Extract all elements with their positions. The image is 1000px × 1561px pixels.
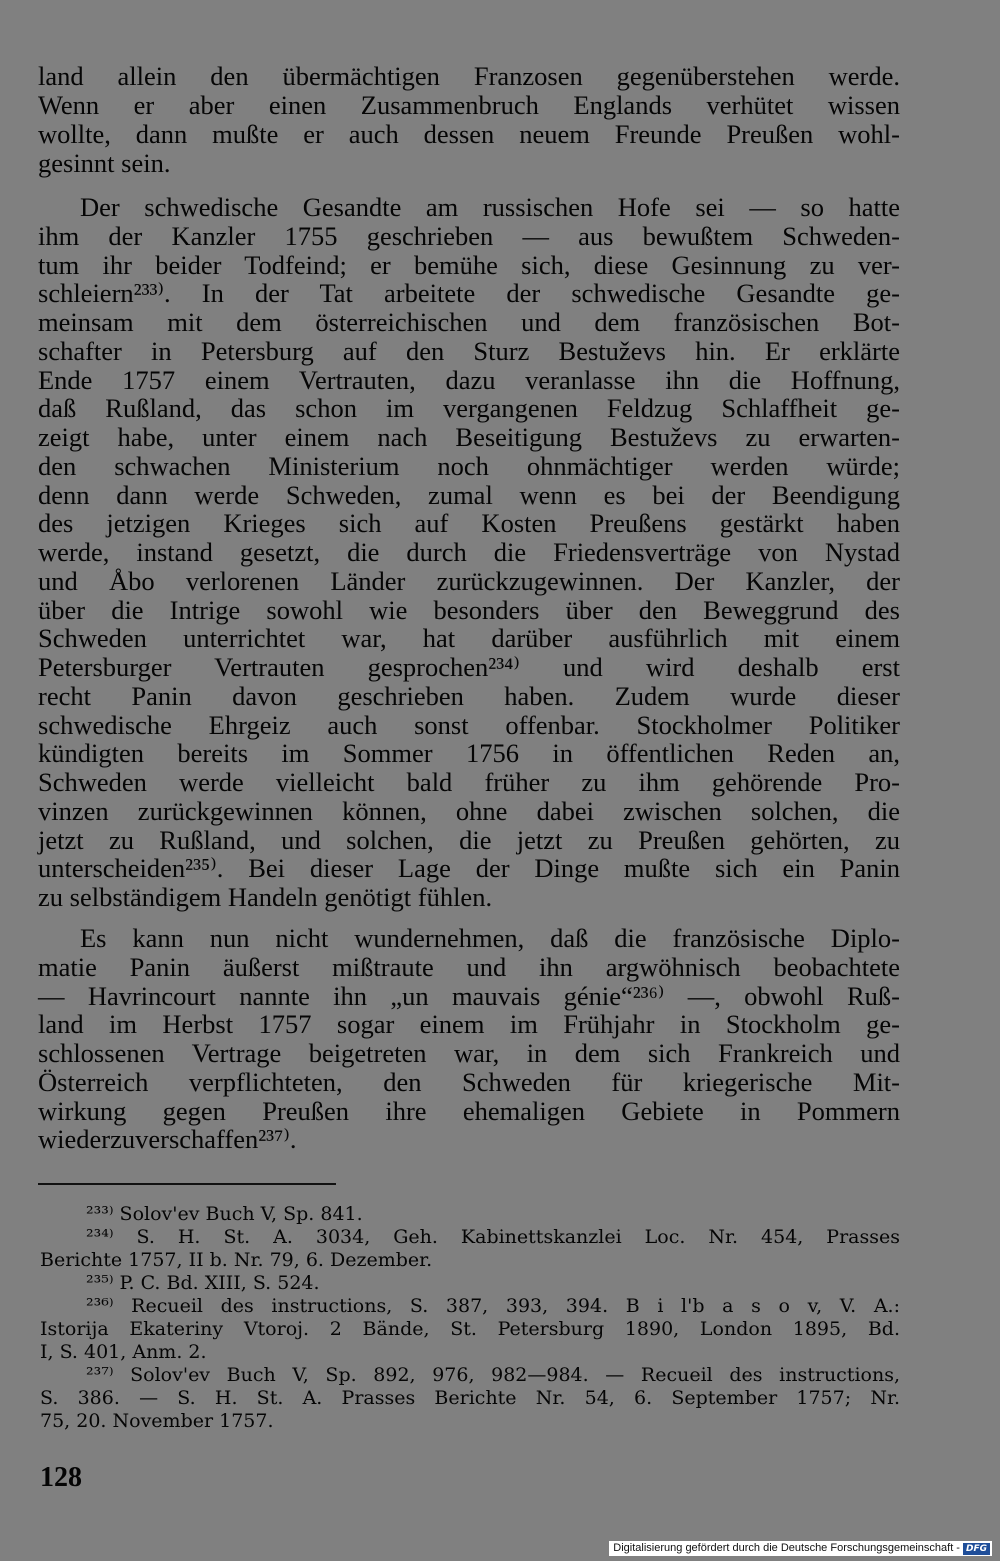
body-line: schlossenen Vertrage beigetreten war, in dem sich Frankreich und: [38, 1038, 900, 1068]
body-line: wirkung gegen Preußen ihre ehemaligen Gebiete in Pommern: [38, 1096, 900, 1126]
body-line: land allein den übermächtigen Franzosen gegenüberstehen werde.: [38, 61, 900, 91]
body-line: Schweden unterrichtet war, hat darüber ausführlich mit einem: [38, 623, 900, 653]
body-line: werde, instand gesetzt, die durch die Friedensverträge von Nystad: [38, 537, 900, 567]
body-line: Der schwedische Gesandte am russischen Hofe sei — so hatte: [80, 192, 900, 222]
footnote-line: ²³⁴⁾ S. H. St. A. 3034, Geh. Kabinettskanzlei Loc. Nr. 454, Prasses: [86, 1226, 900, 1248]
body-line: des jetzigen Krieges sich auf Kosten Preußens gestärkt haben: [38, 508, 900, 538]
footnote-line: I, S. 401, Anm. 2.: [40, 1341, 207, 1363]
body-line: daß Rußland, das schon im vergangenen Feldzug Schlaffheit ge-: [38, 393, 900, 423]
footnote-line: ²³⁵⁾ P. C. Bd. XIII, S. 524.: [86, 1272, 320, 1294]
dfg-logo-icon: DFG: [963, 1543, 990, 1555]
body-line: meinsam mit dem österreichischen und dem französischen Bot-: [38, 307, 900, 337]
body-line: den schwachen Ministerium noch ohnmächtiger werden würde;: [38, 451, 900, 481]
footnote-line: 75, 20. November 1757.: [40, 1410, 274, 1432]
body-line: unterscheiden²³⁵⁾. Bei dieser Lage der Dinge mußte sich ein Panin: [38, 853, 900, 883]
digitization-credit: [609, 1541, 992, 1556]
body-line: land im Herbst 1757 sogar einem im Frühjahr in Stockholm ge-: [38, 1009, 900, 1039]
body-line: tum ihr beider Todfeind; er bemühe sich, diese Gesinnung zu ver-: [38, 250, 900, 280]
footnote-separator: [38, 1183, 336, 1185]
footnote-line: Istorija Ekateriny Vtoroj. 2 Bände, St. Petersburg 1890, London 1895, Bd.: [40, 1318, 900, 1340]
footnote-line: ²³⁷⁾ Solov'ev Buch V, Sp. 892, 976, 982—984. — Recueil des instructions,: [86, 1364, 900, 1386]
body-line: zu selbständigem Handeln genötigt fühlen.: [38, 882, 493, 912]
page-number: 128: [40, 1462, 82, 1493]
body-line: matie Panin äußerst mißtraute und ihn argwöhnisch beobachtete: [38, 952, 900, 982]
body-line: wiederzuverschaffen²³⁷⁾.: [38, 1124, 297, 1154]
body-line: Schweden werde vielleicht bald früher zu ihm gehörende Pro-: [38, 767, 900, 797]
body-line: kündigten bereits im Sommer 1756 in öffentlichen Reden an,: [38, 738, 900, 768]
body-line: über die Intrige sowohl wie besonders über den Beweggrund des: [38, 595, 900, 625]
body-line: gesinnt sein.: [38, 148, 171, 178]
body-line: wollte, dann mußte er auch dessen neuem Freunde Preußen wohl-: [38, 119, 900, 149]
body-line: ihm der Kanzler 1755 geschrieben — aus bewußtem Schweden-: [38, 221, 900, 251]
body-line: Petersburger Vertrauten gesprochen²³⁴⁾ und wird deshalb erst: [38, 652, 900, 682]
body-line: Ende 1757 einem Vertrauten, dazu veranlasse ihn die Hoffnung,: [38, 365, 900, 395]
body-line: zeigt habe, unter einem nach Beseitigung Bestuževs zu erwarten-: [38, 422, 900, 452]
footnote-line: Berichte 1757, II b. Nr. 79, 6. Dezember.: [40, 1249, 433, 1271]
footnote-line: ²³³⁾ Solov'ev Buch V, Sp. 841.: [86, 1203, 363, 1225]
body-line: Österreich verpflichteten, den Schweden für kriegerische Mit-: [38, 1067, 900, 1097]
footnote-line: S. 386. — S. H. St. A. Prasses Berichte Nr. 54, 6. September 1757; Nr.: [40, 1387, 900, 1409]
footnote-line: ²³⁶⁾ Recueil des instructions, S. 387, 393, 394. B i l'b a s o v, V. A.:: [86, 1295, 900, 1317]
body-line: recht Panin davon geschrieben haben. Zudem wurde dieser: [38, 681, 900, 711]
body-line: vinzen zurückgewinnen können, ohne dabei zwischen solchen, die: [38, 796, 900, 826]
body-line: schafter in Petersburg auf den Sturz Bestuževs hin. Er erklärte: [38, 336, 900, 366]
credit-text: Digitalisierung gefördert durch die Deutsche Forschungsgemeinschaft -: [613, 1542, 960, 1554]
body-line: schwedische Ehrgeiz auch sonst offenbar. Stockholmer Politiker: [38, 710, 900, 740]
body-line: jetzt zu Rußland, und solchen, die jetzt zu Preußen gehörten, zu: [38, 825, 900, 855]
body-line: und Åbo verlorenen Länder zurückzugewinnen. Der Kanzler, der: [38, 566, 900, 596]
body-line: schleiern²³³⁾. In der Tat arbeitete der schwedische Gesandte ge-: [38, 278, 900, 308]
body-line: Es kann nun nicht wundernehmen, daß die französische Diplo-: [80, 923, 900, 953]
body-line: Wenn er aber einen Zusammenbruch Englands verhütet wissen: [38, 90, 900, 120]
body-line: — Havrincourt nannte ihn „un mauvais génie“²³⁶⁾ —, obwohl Ruß-: [38, 981, 900, 1011]
body-line: denn dann werde Schweden, zumal wenn es bei der Beendigung: [38, 480, 900, 510]
